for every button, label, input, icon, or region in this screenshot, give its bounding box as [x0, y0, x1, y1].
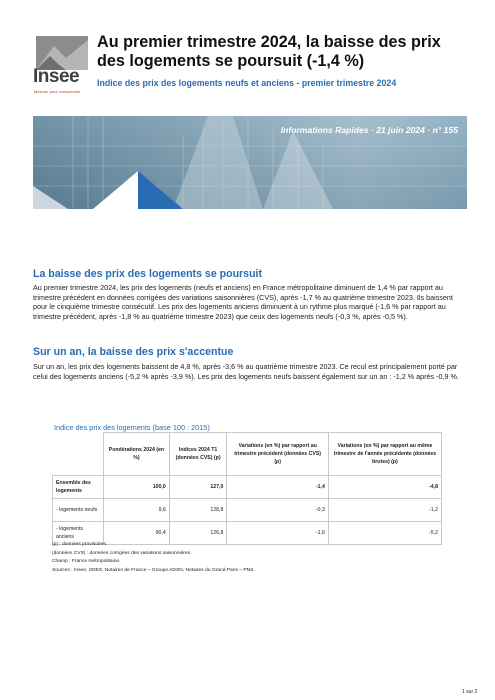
- index-cell: 127,0: [169, 476, 227, 499]
- year-variation-cell: -4,8: [328, 476, 441, 499]
- table-header-row: [53, 433, 442, 476]
- section-paragraph: Au premier trimestre 2024, les prix des logements (neufs et anciens) en France métropolitaine diminuent de 1,4 % par rapport au trimestre précédent en données corrigées des variations saisonnières (CVS), après -1,7 % au quatrième trimestre 2023. Ils baissent pour le cinquième trimestre consécutif. Les prix des logements anciens diminuent à un rythme plus marqué (-1,6 % par rapport au trimestre précédent, après -1,8 % au quatrième trimestre 2023) que ceux des logements neufs (-0,3 %, après -0,5 %).: [33, 283, 453, 321]
- page-subtitle: Indice des prix des logements neufs et anciens - premier trimestre 2024: [97, 78, 397, 88]
- table-row: [53, 499, 442, 522]
- insee-logo-mark-icon: [36, 36, 88, 70]
- table-notes: [52, 541, 255, 575]
- table-title: Indice des prix des logements (base 100 : 2015): [54, 423, 210, 432]
- note-line: Sources : Insee, SDES, Notaires de France – Groupe ADSN, Notaires du Grand Paris – PNS.: [52, 567, 255, 573]
- note-line: Champ : France métropolitaine.: [52, 559, 121, 564]
- index-cell: 128,8: [169, 499, 227, 522]
- page-number: 1 sur 2: [462, 689, 478, 695]
- note-line: (données CVS) : données corrigées des variations saisonnières.: [52, 550, 192, 556]
- header-banner: [33, 116, 467, 209]
- table-header-cell: Variations (en %) par rapport au trimestre précédent (données CVS) (p): [227, 433, 329, 476]
- weight-cell: 90,4: [104, 522, 170, 545]
- logo-tagline: Mesurer pour comprendre: [34, 89, 81, 94]
- logo-wordmark: Insee: [33, 66, 80, 87]
- table-header-cell: Variations (en %) par rapport au même trimestre de l'année précédente (données brutes) (p): [328, 433, 441, 476]
- weight-cell: 9,6: [104, 499, 170, 522]
- publication-info: Informations Rapides · 21 juin 2024 · n° 155: [280, 125, 458, 135]
- quarter-variation-cell: -1,6: [227, 522, 329, 545]
- year-variation-cell: -5,2: [328, 522, 441, 545]
- section-paragraph: Sur un an, les prix des logements baissent de 4,8 %, après -3,6 % au quatrième trimestre 2023. Ce recul est principalement porté par celui des logements anciens (-5,2 % après -3,9 %). Les prix des logements neufs baissent également sur un an : -1,2 % après -0,9 %.: [33, 362, 459, 381]
- row-label: - logements anciens: [53, 522, 104, 545]
- row-label: Ensemble des logements: [53, 476, 104, 499]
- table-row: [53, 476, 442, 499]
- section-title: Sur un an, la baisse des prix s'accentue: [33, 346, 234, 358]
- note-line: (p) : données provisoires.: [52, 542, 108, 547]
- year-variation-cell: -1,2: [328, 499, 441, 522]
- quarter-variation-cell: -0,3: [227, 499, 329, 522]
- price-index-table: [52, 432, 442, 545]
- page-title: Au premier trimestre 2024, la baisse des prix des logements se poursuit (-1,4 %): [97, 33, 441, 70]
- row-label: - logements neufs: [53, 499, 104, 522]
- section-title: La baisse des prix des logements se poursuit: [33, 268, 263, 280]
- index-cell: 126,8: [169, 522, 227, 545]
- quarter-variation-cell: -1,4: [227, 476, 329, 499]
- table-header-cell: Pondérations 2024 (en %): [104, 433, 170, 476]
- table-header-cell: Indices 2024 T1 (données CVS) (p): [169, 433, 227, 476]
- table-header-cell: [53, 433, 104, 476]
- weight-cell: 100,0: [104, 476, 170, 499]
